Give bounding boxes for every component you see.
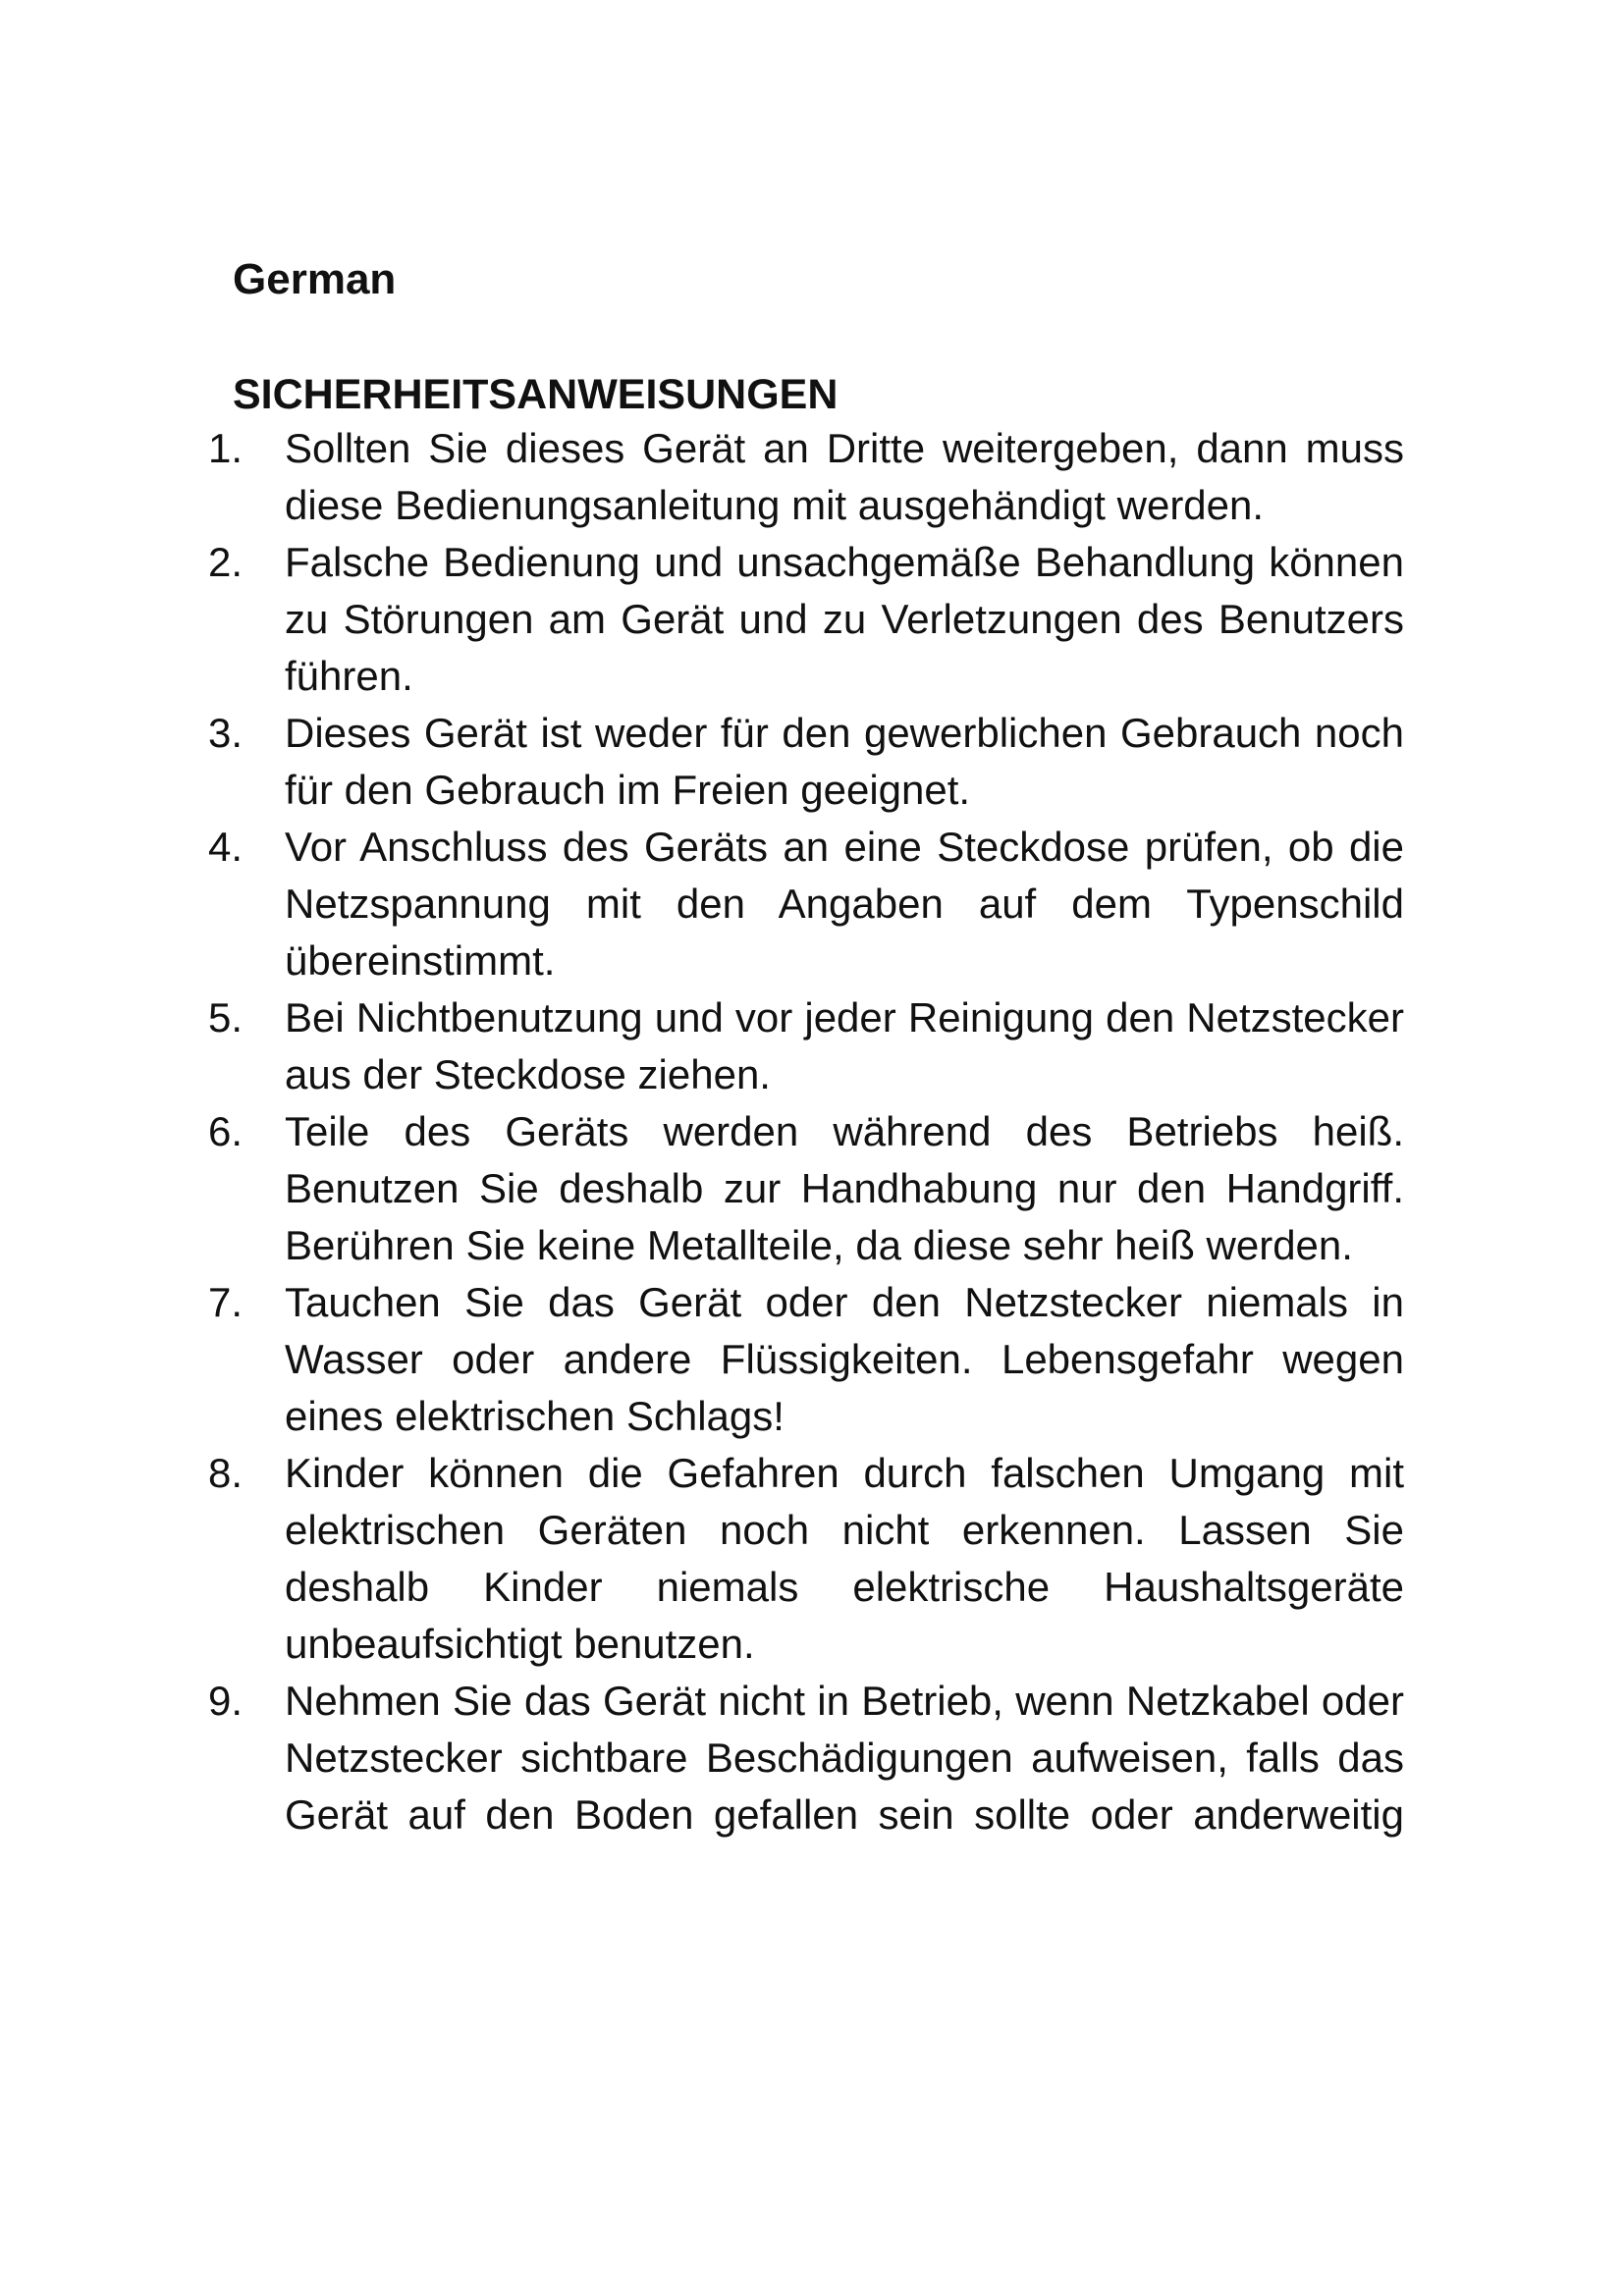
item-number: 1.: [208, 425, 244, 471]
language-heading: German: [233, 255, 397, 303]
list-item: [208, 705, 1404, 819]
list-item: [208, 534, 1404, 705]
item-number: 5.: [208, 994, 244, 1041]
list-item: [208, 819, 1404, 989]
item-number: 4.: [208, 824, 244, 870]
item-text: Teile des Geräts werden während des Betriebs heiß. Benutzen Sie deshalb zur Handhabung nur den Handgriff. Berühren Sie keine Metallteile, da diese sehr heiß werden.: [285, 1108, 1404, 1268]
item-text: Tauchen Sie das Gerät oder den Netzstecker niemals in Wasser oder andere Flüssigkeiten. Lebensgefahr wegen eines elektrischen Schlags!: [285, 1279, 1404, 1439]
item-number: 7.: [208, 1279, 244, 1325]
list-item: [208, 1103, 1404, 1274]
item-text: Vor Anschluss des Geräts an eine Steckdose prüfen, ob die Netzspannung mit den Angaben auf dem Typenschild übereinstimmt.: [285, 824, 1404, 984]
item-text: Nehmen Sie das Gerät nicht in Betrieb, wenn Netzkabel oder Netzstecker sichtbare Beschädigungen aufweisen, falls das Gerät auf den Boden gefallen sein sollte oder anderweitig: [285, 1678, 1404, 1838]
safety-instructions-list: [208, 420, 1404, 1843]
item-text: Falsche Bedienung und unsachgemäße Behandlung können zu Störungen am Gerät und zu Verletzungen des Benutzers führen.: [285, 539, 1404, 699]
list-item: [208, 420, 1404, 534]
item-text: Sollten Sie dieses Gerät an Dritte weitergeben, dann muss diese Bedienungsanleitung mit ausgehändigt werden.: [285, 425, 1404, 528]
list-item: [208, 989, 1404, 1103]
item-number: 8.: [208, 1450, 244, 1496]
section-title: SICHERHEITSANWEISUNGEN: [233, 371, 839, 418]
list-item: [208, 1673, 1404, 1843]
item-text: Bei Nichtbenutzung und vor jeder Reinigung den Netzstecker aus der Steckdose ziehen.: [285, 994, 1404, 1097]
item-number: 9.: [208, 1678, 244, 1724]
list-item: [208, 1274, 1404, 1445]
item-number: 3.: [208, 710, 244, 756]
list-item: [208, 1445, 1404, 1673]
item-text: Kinder können die Gefahren durch falschen Umgang mit elektrischen Geräten noch nicht erkennen. Lassen Sie deshalb Kinder niemals elektrische Haushaltsgeräte unbeaufsichtigt benutzen.: [285, 1450, 1404, 1667]
item-text: Dieses Gerät ist weder für den gewerblichen Gebrauch noch für den Gebrauch im Freien geeignet.: [285, 710, 1404, 813]
item-number: 2.: [208, 539, 244, 585]
item-number: 6.: [208, 1108, 244, 1154]
